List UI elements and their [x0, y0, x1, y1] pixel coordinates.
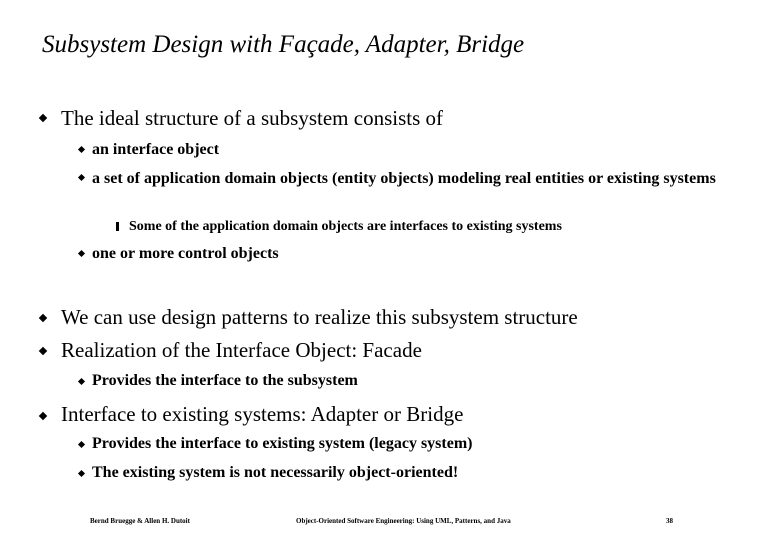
bullet-design-patterns: We can use design patterns to realize this subsystem structure: [61, 305, 578, 329]
sub-bullet-interface-object: an interface object: [92, 141, 220, 158]
bullet-bar-icon: [116, 222, 119, 231]
sub-bullet-legacy-system: Provides the interface to existing system (legacy system): [92, 435, 473, 452]
sub-sub-bullet-existing-systems: Some of the application domain objects are interfaces to existing systems: [129, 219, 562, 234]
bullet-diamond-icon: [78, 174, 85, 181]
bullet-diamond-icon: [78, 250, 85, 257]
bullet-adapter-bridge: Interface to existing systems: Adapter or Bridge: [61, 402, 464, 426]
bullet-diamond-icon: [78, 470, 85, 477]
bullet-diamond-icon: [39, 114, 47, 122]
footer-authors: Bernd Bruegge & Allen H. Dutoit: [90, 517, 190, 525]
bullet-diamond-icon: [39, 412, 47, 420]
bullet-diamond-icon: [78, 378, 85, 385]
sub-bullet-domain-objects: a set of application domain objects (entity objects) modeling real entities or existing systems: [92, 170, 716, 187]
bullet-diamond-icon: [39, 314, 47, 322]
sub-bullet-interface-subsystem: Provides the interface to the subsystem: [92, 372, 358, 389]
sub-bullet-control-objects: one or more control objects: [92, 245, 279, 262]
bullet-facade: Realization of the Interface Object: Facade: [61, 338, 422, 362]
bullet-diamond-icon: [78, 146, 85, 153]
bullet-diamond-icon: [78, 441, 85, 448]
footer-page-number: 38: [666, 517, 673, 525]
slide-title: Subsystem Design with Façade, Adapter, Bridge: [42, 31, 525, 58]
bullet-diamond-icon: [39, 347, 47, 355]
sub-bullet-not-object-oriented: The existing system is not necessarily object-oriented!: [92, 464, 459, 481]
footer-book-title: Object-Oriented Software Engineering: Using UML, Patterns, and Java: [296, 517, 511, 525]
bullet-ideal-structure: The ideal structure of a subsystem consists of: [61, 106, 443, 130]
